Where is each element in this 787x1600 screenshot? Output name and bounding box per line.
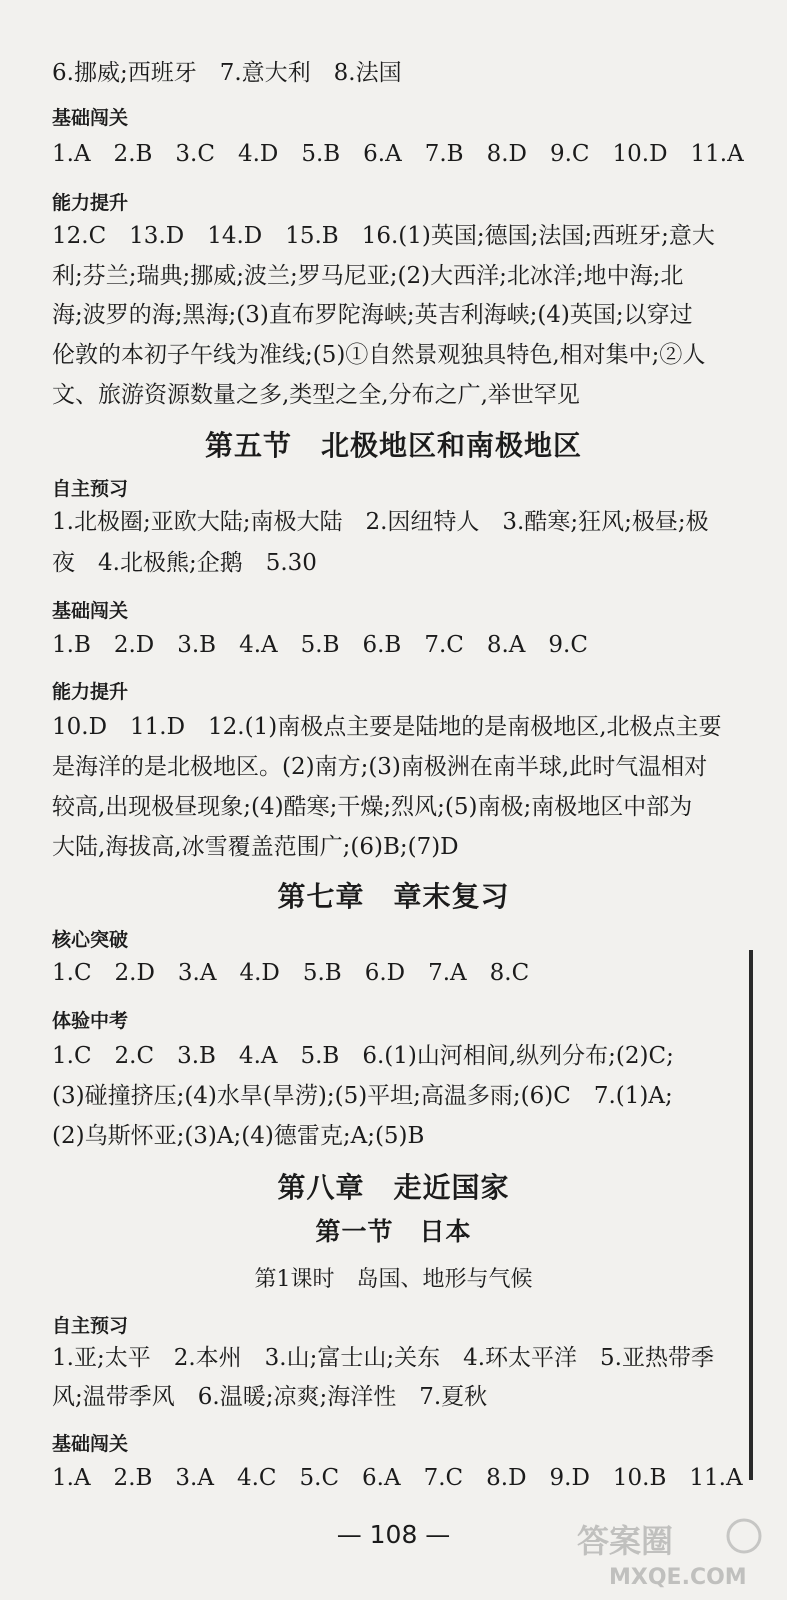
- watermark-logo: [569, 1514, 779, 1592]
- section-label: 能力提升: [52, 681, 129, 703]
- answer-line: 大陆,海拔高,冰雪覆盖范围广;(6)B;(7)D: [52, 834, 459, 860]
- section-label: 核心突破: [52, 929, 129, 951]
- page-number: — 108 —: [336, 1520, 451, 1549]
- answer-line: (2)乌斯怀亚;(3)A;(4)德雷克;A;(5)B: [52, 1123, 425, 1149]
- lesson-heading: 第1课时 岛国、地形与气候: [254, 1267, 533, 1292]
- watermark-url: MXQE.COM: [609, 1565, 747, 1590]
- answer-line: 1.C 2.D 3.A 4.D 5.B 6.D 7.A 8.C: [52, 960, 530, 986]
- answer-line: 1.北极圈;亚欧大陆;南极大陆 2.因纽特人 3.酷寒;狂风;极昼;极: [52, 509, 709, 535]
- answer-line: 1.A 2.B 3.A 4.C 5.C 6.A 7.C 8.D 9.D 10.B 11.A: [52, 1465, 743, 1491]
- answer-line: 1.A 2.B 3.C 4.D 5.B 6.A 7.B 8.D 9.C 10.D 11.A: [52, 141, 744, 167]
- section-label: 自主预习: [52, 1315, 129, 1337]
- chapter-heading: 第八章 走近国家: [277, 1171, 510, 1204]
- section-label: 基础闯关: [52, 107, 129, 129]
- answer-line: 1.B 2.D 3.B 4.A 5.B 6.B 7.C 8.A 9.C: [52, 632, 588, 658]
- answer-line: 夜 4.北极熊;企鹅 5.30: [52, 550, 317, 576]
- section-label: 能力提升: [52, 192, 129, 214]
- answer-line: 1.亚;太平 2.本州 3.山;富士山;关东 4.环太平洋 5.亚热带季: [52, 1345, 714, 1371]
- answer-line: 海;波罗的海;黑海;(3)直布罗陀海峡;英吉利海峡;(4)英国;以穿过: [52, 302, 693, 328]
- answer-line: 12.C 13.D 14.D 15.B 16.(1)英国;德国;法国;西班牙;意大: [52, 223, 715, 249]
- section-label: 基础闯关: [52, 600, 129, 622]
- watermark-text: 答案圈: [577, 1522, 674, 1560]
- answer-line: 文、旅游资源数量之多,类型之全,分布之广,举世罕见: [52, 382, 580, 408]
- answer-line: 10.D 11.D 12.(1)南极点主要是陆地的是南极地区,北极点主要: [52, 714, 722, 740]
- section-heading: 第一节 日本: [315, 1217, 472, 1246]
- answer-line: (3)碰撞挤压;(4)水旱(旱涝);(5)平坦;高温多雨;(6)C 7.(1)A;: [52, 1083, 673, 1109]
- answer-line: 6.挪威;西班牙 7.意大利 8.法国: [52, 60, 402, 86]
- section-label: 自主预习: [52, 478, 129, 500]
- answer-line: 是海洋的是北极地区。(2)南方;(3)南极洲在南半球,此时气温相对: [52, 754, 708, 780]
- answer-line: 1.C 2.C 3.B 4.A 5.B 6.(1)山河相间,纵列分布;(2)C;: [52, 1043, 674, 1069]
- section-label: 基础闯关: [52, 1433, 129, 1455]
- answer-line: 利;芬兰;瑞典;挪威;波兰;罗马尼亚;(2)大西洋;北冰洋;地中海;北: [52, 263, 684, 289]
- section-heading: 第五节 北极地区和南极地区: [204, 429, 582, 462]
- section-label: 体验中考: [52, 1010, 129, 1032]
- chapter-heading: 第七章 章末复习: [277, 880, 510, 913]
- answer-line: 较高,出现极昼现象;(4)酷寒;干燥;烈风;(5)南极;南极地区中部为: [52, 794, 693, 820]
- answer-line: 伦敦的本初子午线为准线;(5)①自然景观独具特色,相对集中;②人: [52, 342, 706, 368]
- answer-line: 风;温带季风 6.温暖;凉爽;海洋性 7.夏秋: [52, 1384, 488, 1410]
- page-edge-shadow: [749, 950, 753, 1480]
